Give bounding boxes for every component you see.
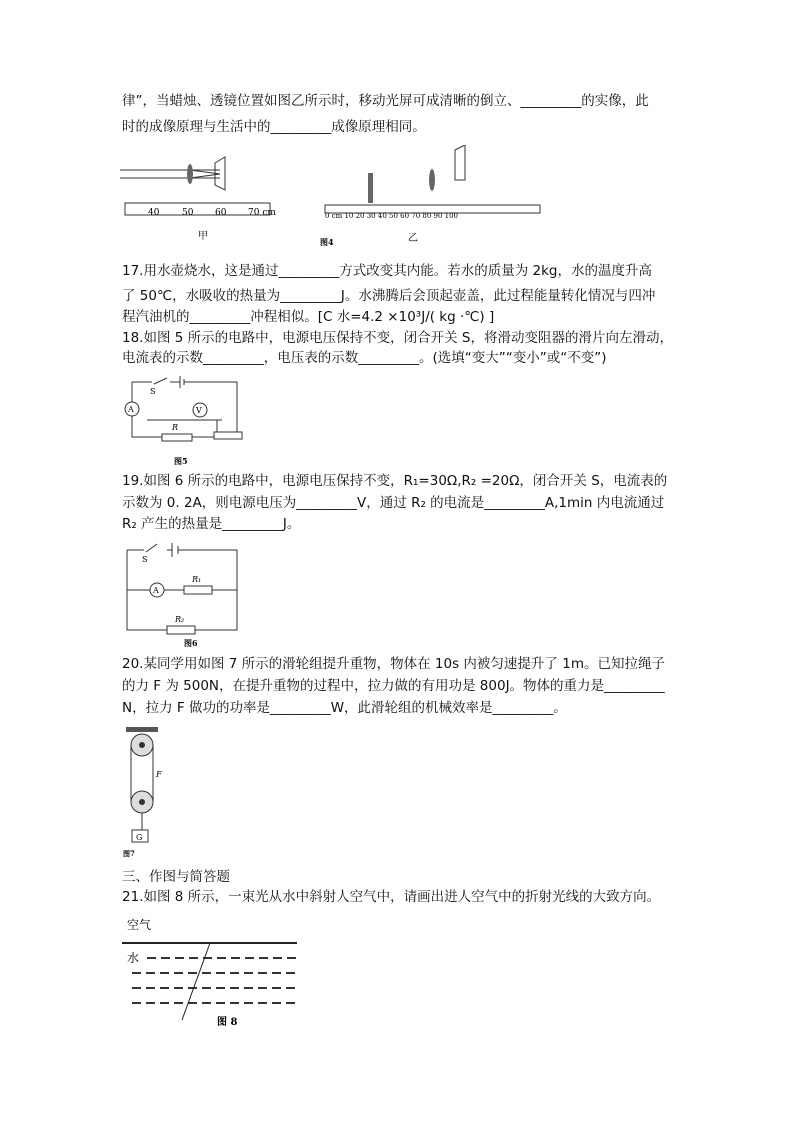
svg-text:0 cm 10 20 30 40 50 60 7: 0 cm 10 20 30 40 50 60 70 80 90 100: [325, 212, 459, 220]
svg-text:R₁: R₁: [192, 575, 202, 584]
q17-line-3: 程汽油机的_________冲程相似。[C 水=4.2 ×10³J/( kg ·℃) ]: [122, 309, 495, 325]
svg-text:70 cm: 70 cm: [248, 208, 276, 218]
svg-text:水: 水: [127, 951, 140, 965]
svg-text:G: G: [136, 833, 143, 842]
svg-text:图 8: 图 8: [217, 1017, 238, 1028]
figure-6: [122, 540, 242, 650]
fig4-caption: 图4: [320, 237, 334, 247]
q20-line-1: 20.某同学用如图 7 所示的滑轮组提升重物，物体在 10s 内被匀速提升了 1m。已知拉绳子: [122, 656, 665, 672]
svg-text:A: A: [153, 586, 159, 595]
svg-text:S: S: [150, 387, 156, 396]
figure-5: [122, 372, 252, 467]
svg-text:图5: 图5: [174, 456, 188, 466]
svg-text:60: 60: [215, 208, 227, 218]
figure-8: [122, 915, 302, 1030]
q19-line-1: 19.如图 6 所示的电路中，电源电压保持不变，R₁=30Ω,R₂ =20Ω，闭合开关 S，电流表的: [122, 473, 668, 489]
q20-line-2: 的力 F 为 500N，在提升重物的过程中，拉力做的有用功是 800J。物体的重力是_________: [122, 678, 665, 694]
svg-text:V: V: [196, 406, 202, 415]
figure-4: [120, 145, 550, 250]
svg-text:A: A: [128, 405, 134, 414]
svg-text:F: F: [156, 770, 162, 779]
svg-text:R: R: [172, 423, 179, 432]
q16-line-1: 律”，当蜡烛、透镜位置如图乙所示时，移动光屏可成清晰的倒立、_________的实像，此: [122, 93, 649, 109]
svg-text:S: S: [142, 555, 148, 564]
q17-line-2: 了 50℃，水吸收的热量为_________J。水沸腾后会顶起壶盖，此过程能量转化情况与四冲: [122, 288, 656, 304]
q21-line: 21.如图 8 所示，一束光从水中斜射人空气中，请画出进人空气中的折射光线的大致方向。: [122, 889, 661, 905]
q19-line-3: R₂ 产生的热量是_________J。: [122, 516, 301, 532]
figure-7: [118, 725, 168, 860]
label-yi: 乙: [408, 233, 418, 244]
q16-line-2: 时的成像原理与生活中的_________成像原理相同。: [122, 119, 426, 135]
svg-text:图7: 图7: [123, 849, 135, 858]
q18-line-1: 18.如图 5 所示的电路中，电源电压保持不变，闭合开关 S，将滑动变阻器的滑片向左滑动，: [122, 330, 674, 346]
svg-text:图6: 图6: [184, 638, 198, 648]
q17-line-1: 17.用水壶烧水，这是通过_________方式改变其内能。若水的质量为 2kg，水的温度升高: [122, 263, 652, 279]
svg-text:40: 40: [148, 208, 160, 218]
q20-line-3: N，拉力 F 做功的功率是_________W，此滑轮组的机械效率是_________。: [122, 700, 567, 716]
q19-line-2: 示数为 0. 2A，则电源电压为_________V，通过 R₂ 的电流是_________A,1min 内电流通过: [122, 495, 665, 511]
q18-line-2: 电流表的示数_________，电压表的示数_________。(选填“变大”“变小”或“不变”): [122, 350, 607, 366]
svg-text:50: 50: [182, 208, 194, 218]
label-jia: 甲: [198, 231, 208, 242]
svg-text:空气: 空气: [127, 918, 152, 932]
section-title: 三、作图与简答题: [122, 869, 230, 885]
svg-text:R₂: R₂: [175, 615, 185, 624]
